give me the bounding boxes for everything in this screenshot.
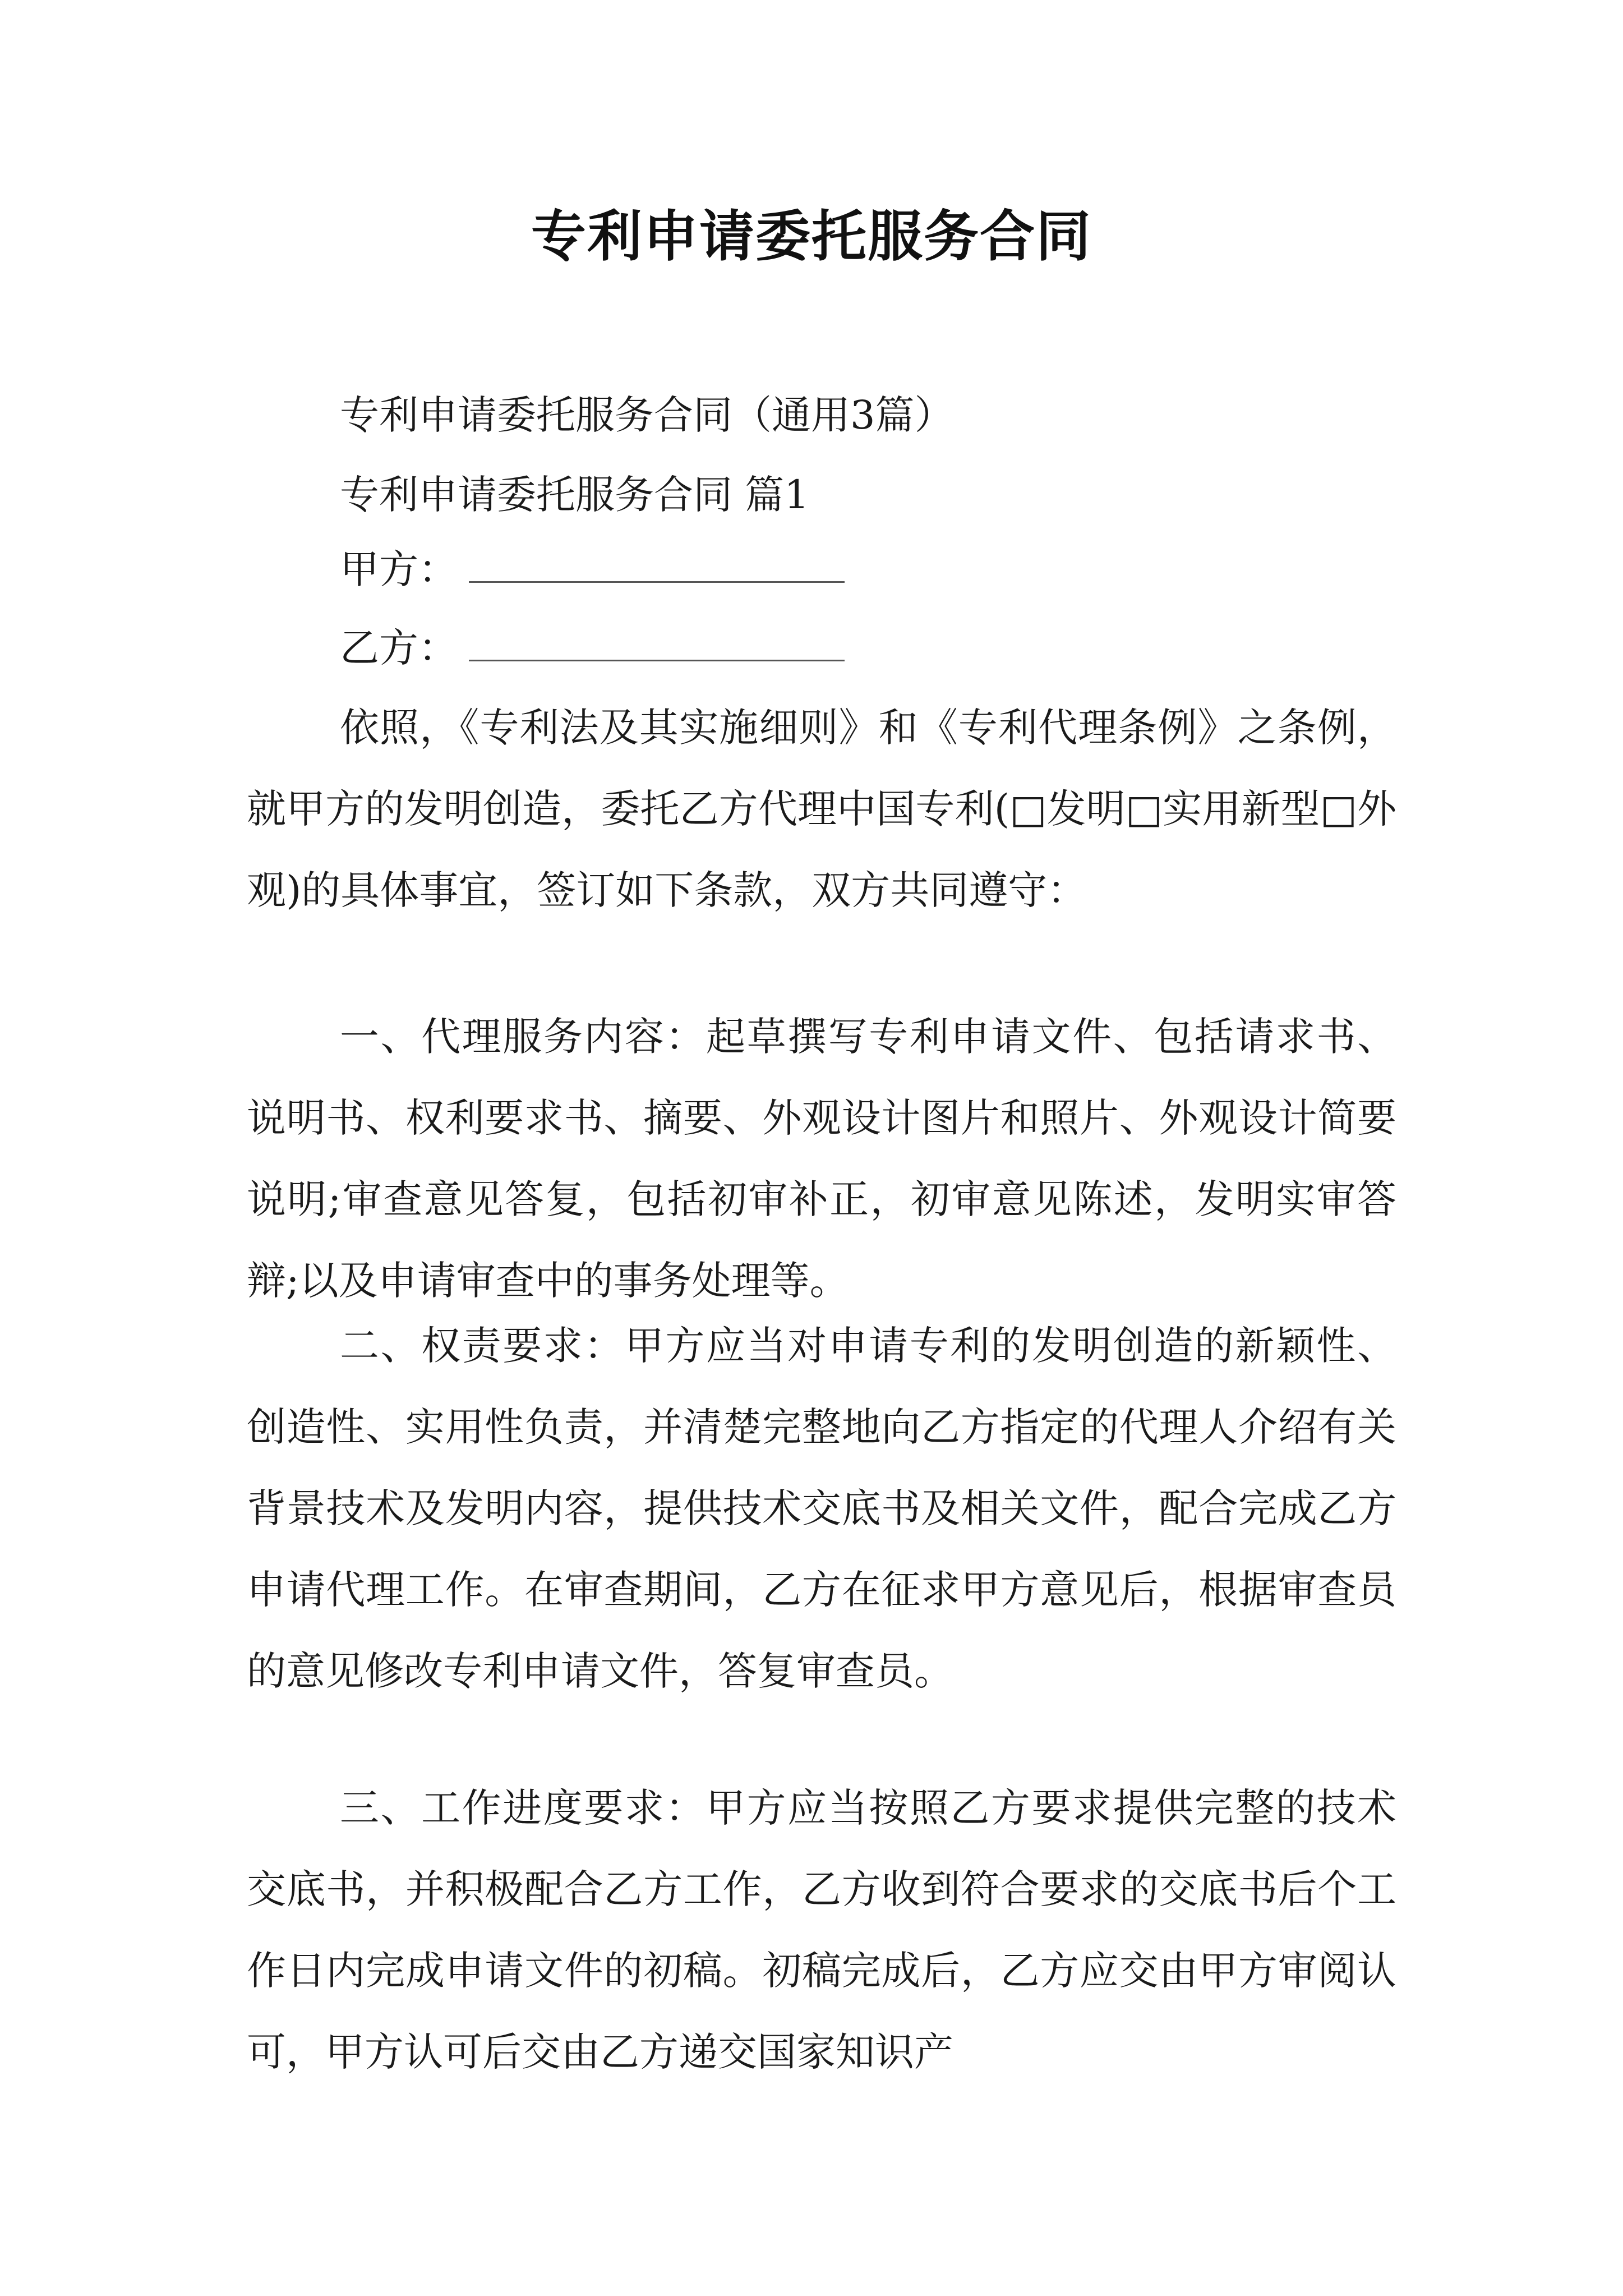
paragraph-clause-2: 二、权责要求：甲方应当对申请专利的发明创造的新颖性、创造性、实用性负责，并清楚完整地向乙方指定的代理人介绍有关背景技术及发明内容，提供技术交底书及相关文件，配合完成乙方申请代理工作。在审查期间，乙方在征求甲方意见后，根据审查员的意见修改专利申请文件，答复审查员。 bbox=[247, 1323, 1396, 1694]
document-title: 专利申请委托服务合同 bbox=[531, 205, 1092, 269]
party-a-line bbox=[340, 541, 845, 597]
party-a-label: 甲方： bbox=[340, 546, 458, 592]
paragraph-preamble: 依照，《专利法及其实施细则》和《专利代理条例》之条例，就甲方的发明创造，委托乙方代理中国专利(□发明□实用新型□外观)的具体事宜，签订如下条款，双方共同遵守： bbox=[247, 705, 1396, 913]
paragraph-clause-3: 三、工作进度要求：甲方应当按照乙方要求提供完整的技术交底书，并积极配合乙方工作，乙方收到符合要求的交底书后个工作日内完成申请文件的初稿。初稿完成后，乙方应交由甲方审阅认可，甲方认可后交由乙方递交国家知识产 bbox=[247, 1785, 1396, 2075]
document-subtitle: 专利申请委托服务合同（通用3篇） bbox=[340, 392, 954, 438]
party-b-line bbox=[340, 620, 845, 676]
party-a-blank bbox=[469, 579, 845, 583]
party-b-blank bbox=[469, 657, 845, 661]
paragraph-clause-1: 一、代理服务内容：起草撰写专利申请文件、包括请求书、说明书、权利要求书、摘要、外观设计图片和照片、外观设计简要说明;审查意见答复，包括初审补正，初审意见陈述，发明实审答辩;以及申请审查中的事务处理等。 bbox=[247, 1014, 1396, 1304]
party-b-label: 乙方： bbox=[340, 625, 458, 671]
section-heading: 专利申请委托服务合同 篇1 bbox=[340, 472, 809, 518]
